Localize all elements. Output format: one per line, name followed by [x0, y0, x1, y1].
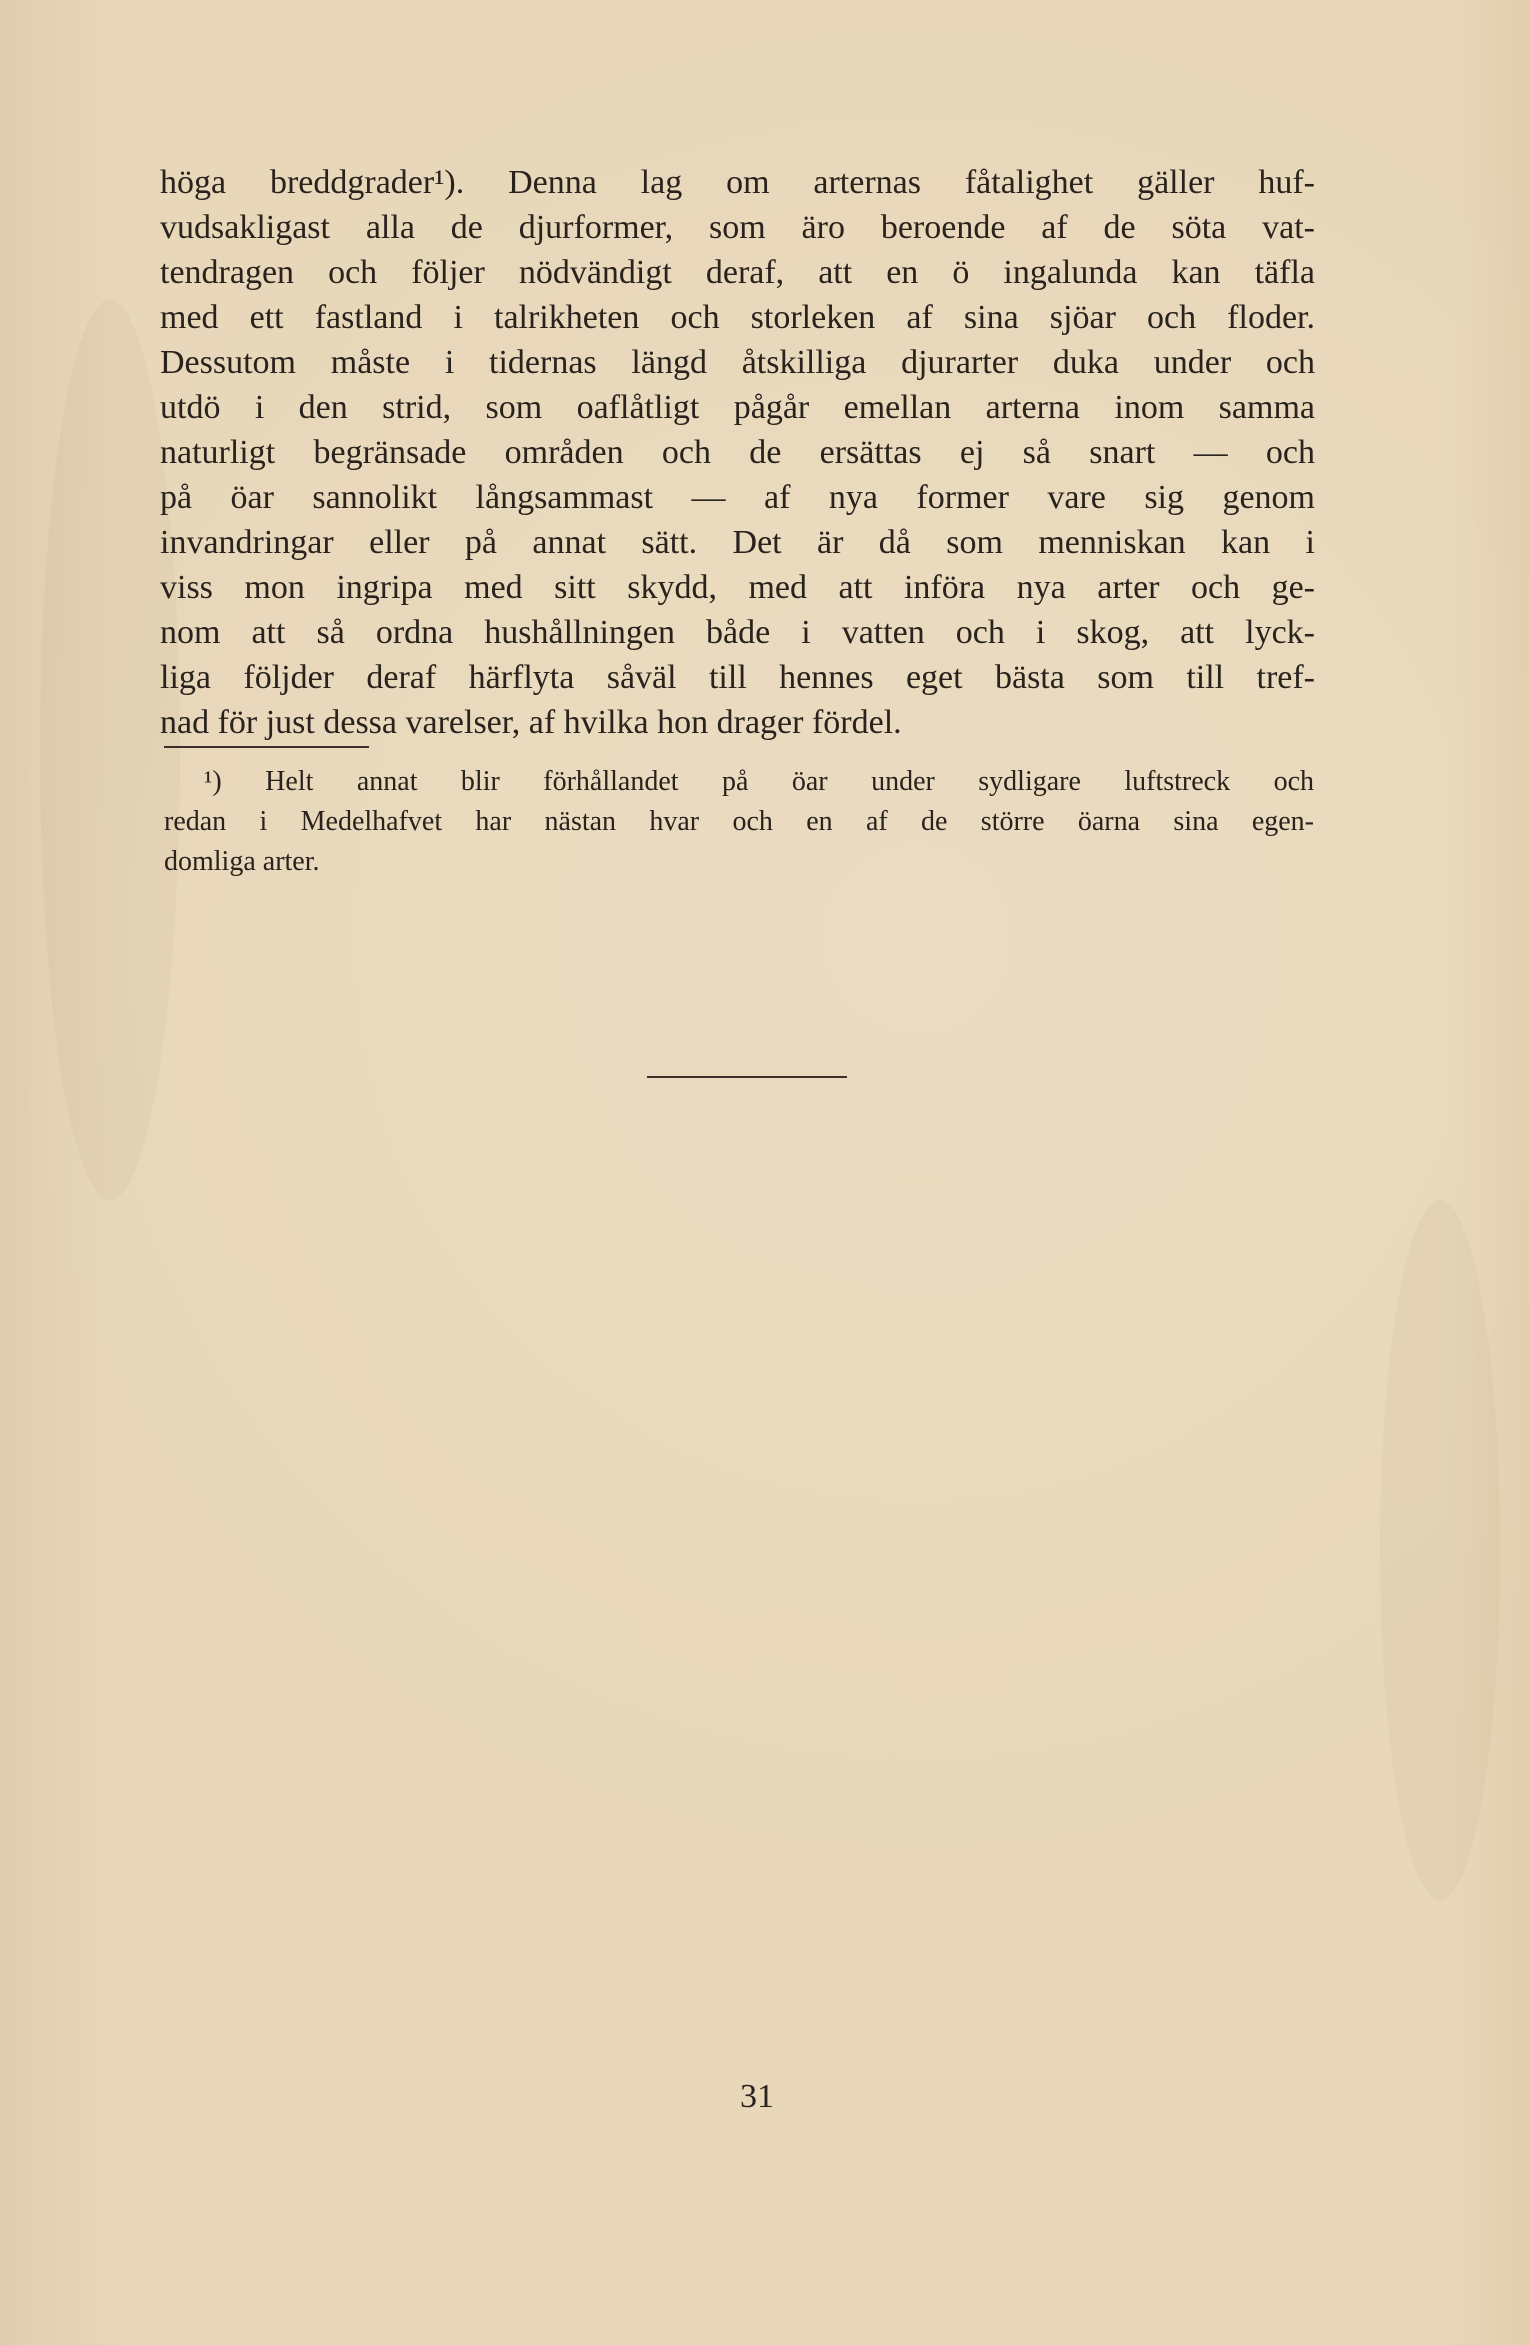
body-line: Dessutom måste i tidernas längd åtskilliga djurarter duka under och	[160, 344, 1315, 381]
body-line: med ett fastland i talrikheten och storleken af sina sjöar och floder.	[160, 299, 1315, 336]
body-line: på öar sannolikt långsammast — af nya former vare sig genom	[160, 479, 1315, 516]
body-line: invandringar eller på annat sätt. Det är då som menniskan kan i	[160, 524, 1315, 561]
body-line: vudsakligast alla de djurformer, som äro beroende af de söta vat-	[160, 209, 1315, 246]
body-line: nom att så ordna hushållningen både i vatten och i skog, att lyck-	[160, 614, 1315, 651]
body-line: naturligt begränsade områden och de ersättas ej så snart — och	[160, 434, 1315, 471]
paper-stain	[40, 300, 180, 1200]
footnote-line: domliga arter.	[164, 846, 320, 877]
body-line: utdö i den strid, som oaflåtligt pågår emellan arterna inom samma	[160, 389, 1315, 426]
page-number: 31	[740, 2078, 774, 2115]
paper-stain	[1380, 1200, 1500, 1900]
body-line: nad för just dessa varelser, af hvilka hon drager fördel.	[160, 704, 902, 741]
footnote-line: ¹) Helt annat blir förhållandet på öar under sydligare luftstreck och	[204, 766, 1314, 797]
body-paragraph	[160, 160, 1315, 745]
body-line: höga breddgrader¹). Denna lag om arternas fåtalighet gäller huf-	[160, 164, 1315, 201]
body-line: tendragen och följer nödvändigt deraf, att en ö ingalunda kan täfla	[160, 254, 1315, 291]
body-line: viss mon ingripa med sitt skydd, med att införa nya arter och ge-	[160, 569, 1315, 606]
section-end-rule	[647, 1076, 847, 1078]
footnote	[164, 762, 1314, 882]
body-line: liga följder deraf härflyta såväl till hennes eget bästa som till tref-	[160, 659, 1315, 696]
footnote-line: redan i Medelhafvet har nästan hvar och en af de större öarna sina egen-	[164, 806, 1314, 837]
footnote-separator-rule	[164, 746, 369, 748]
